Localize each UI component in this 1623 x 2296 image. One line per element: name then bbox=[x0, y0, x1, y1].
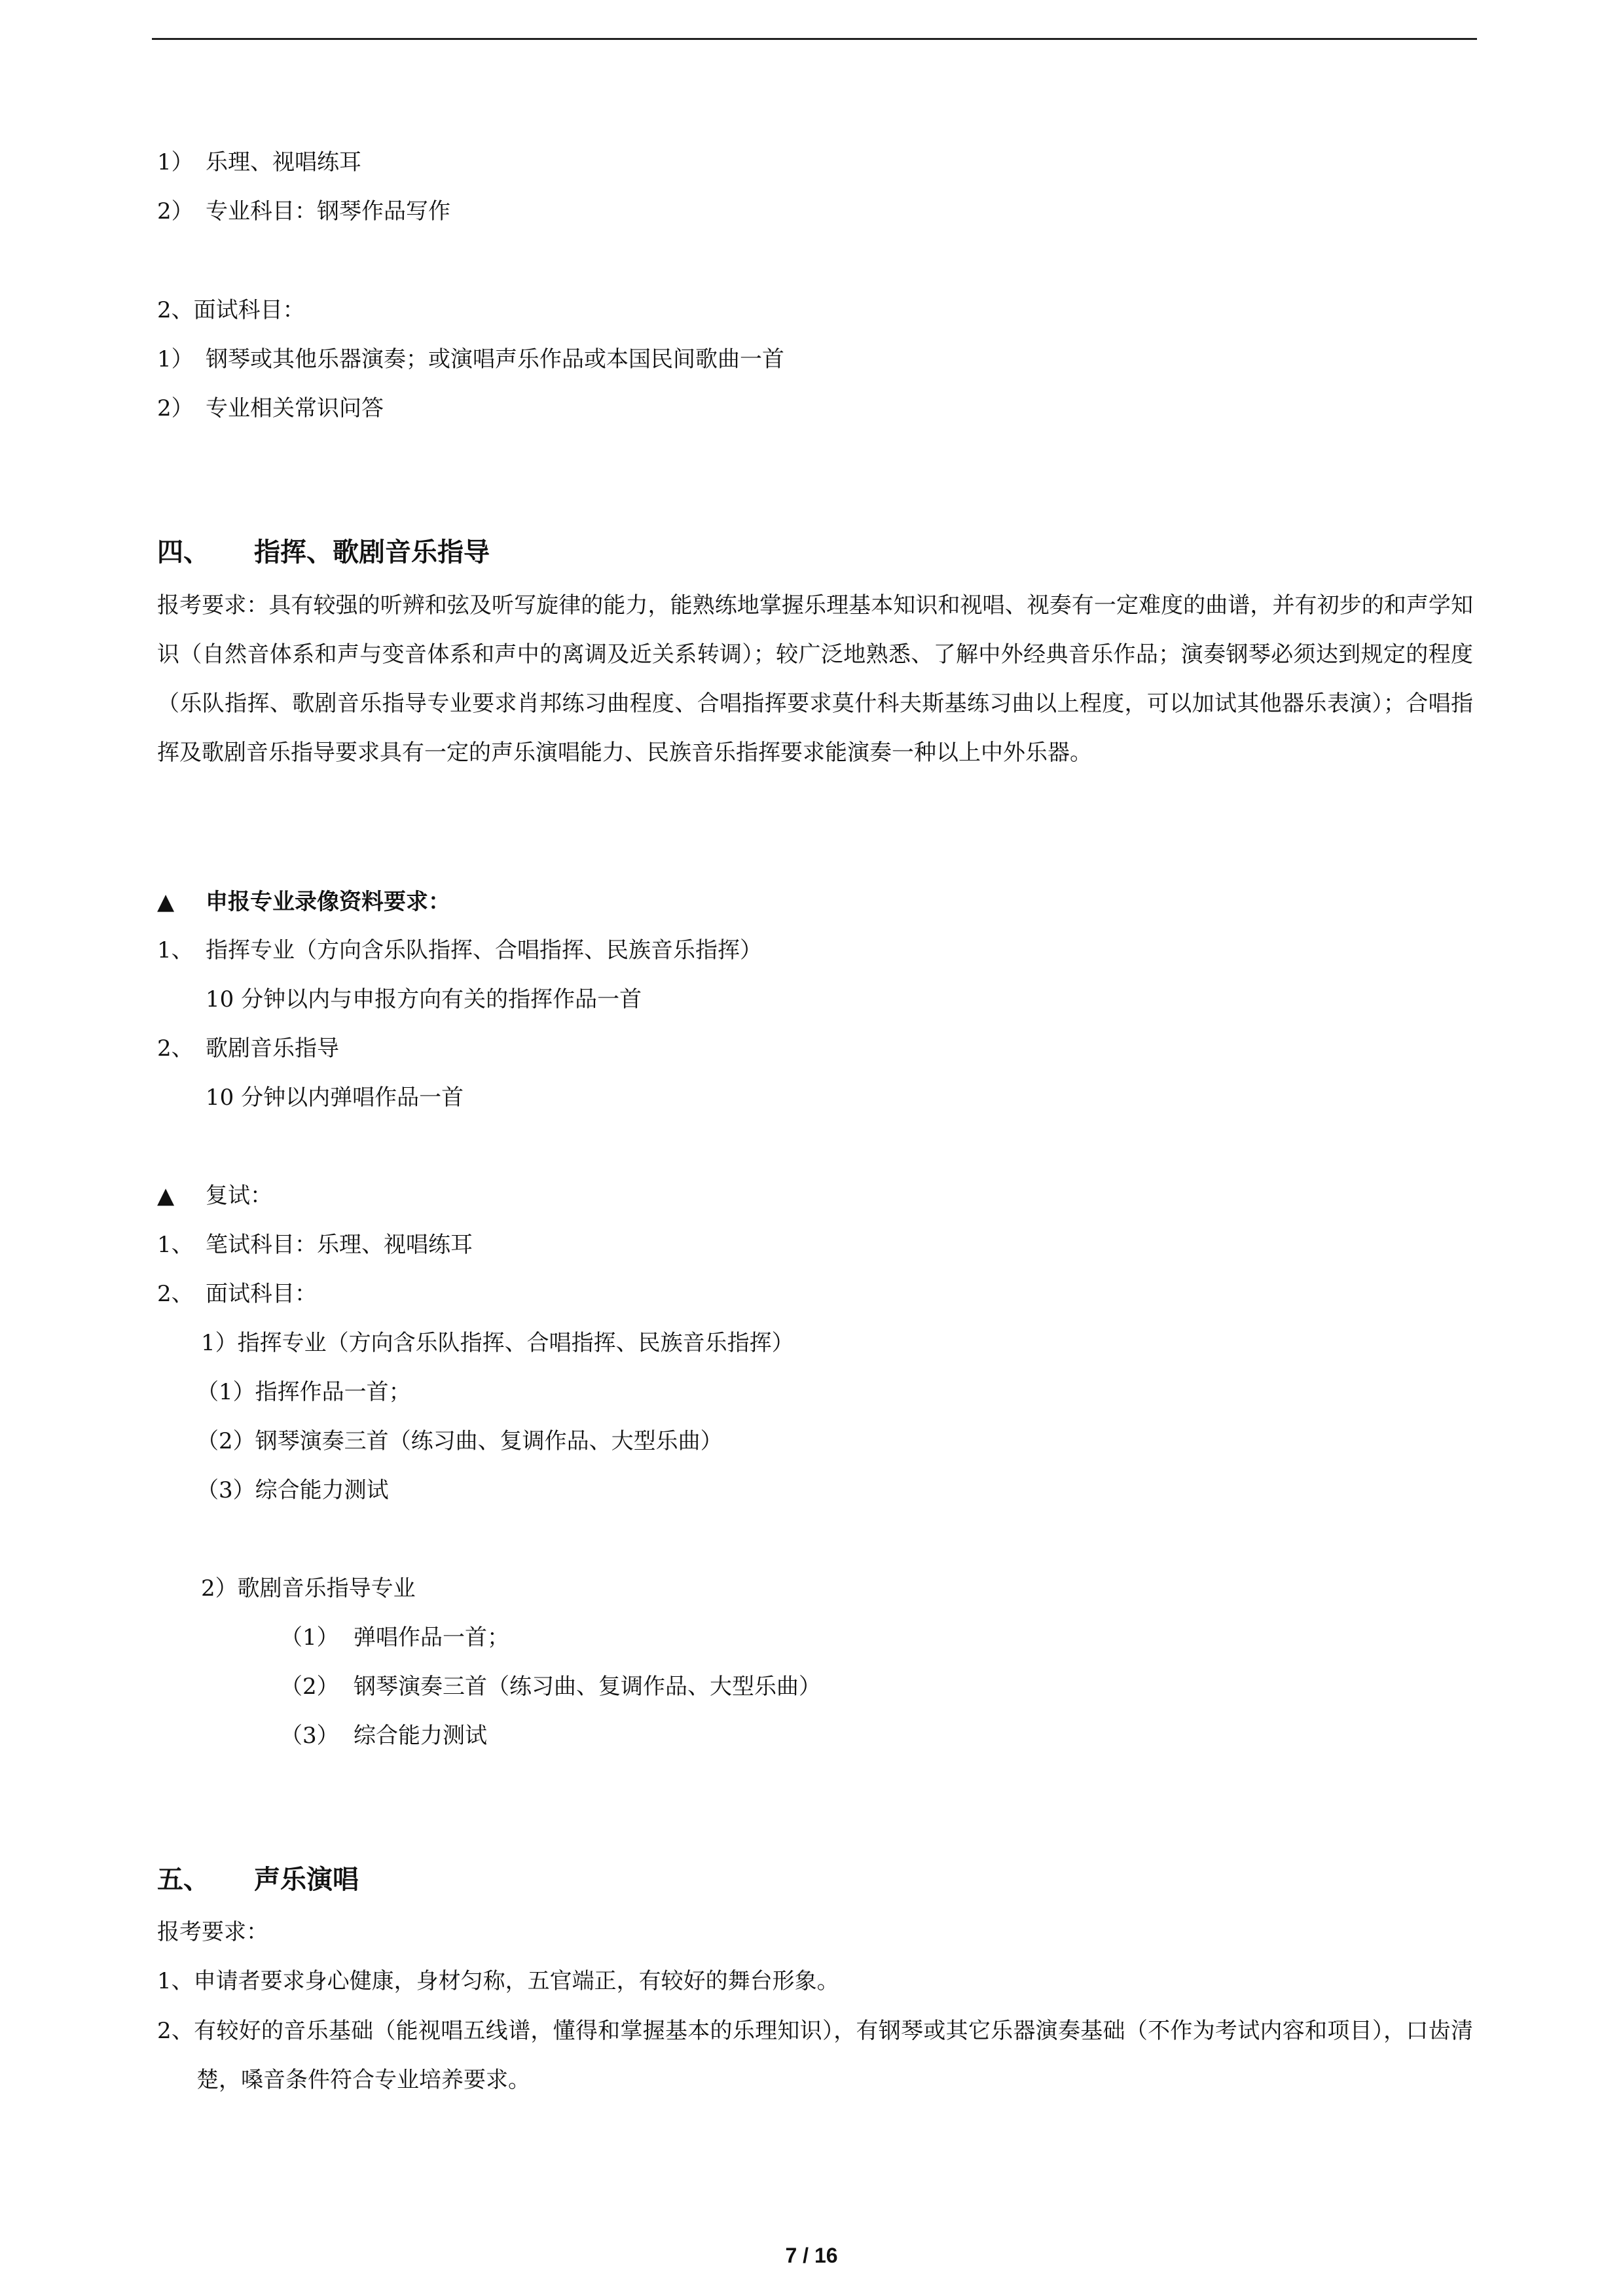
retest-heading: ▲ 复试： bbox=[157, 1183, 272, 1209]
list-item: 1） 钢琴或其他乐器演奏；或演唱声乐作品或本国民间歌曲一首 bbox=[157, 346, 784, 372]
list-item: 1） 乐理、视唱练耳 bbox=[157, 149, 361, 175]
list-item: 1、 笔试科目：乐理、视唱练耳 bbox=[157, 1232, 473, 1258]
list-item: 2、有较好的音乐基础（能视唱五线谱，懂得和掌握基本的乐理知识），有钢琴或其它乐器演奏基础（不作为考试内容和项目），口齿清楚，嗓音条件符合专业培养要求。 bbox=[157, 2018, 1473, 2093]
list-item-detail: 10 分钟以内弹唱作品一首 bbox=[206, 1085, 464, 1111]
list-item: （3） 综合能力测试 bbox=[280, 1723, 487, 1749]
list-item: （2）钢琴演奏三首（练习曲、复调作品、大型乐曲） bbox=[196, 1428, 723, 1454]
video-requirements-heading: ▲ 申报专业录像资料要求： bbox=[157, 889, 450, 915]
list-item: （1）指挥作品一首； bbox=[196, 1379, 411, 1405]
list-item: 2、 面试科目： bbox=[157, 1281, 317, 1307]
opera-subheading: 2）歌剧音乐指导专业 bbox=[201, 1575, 416, 1602]
list-item: 2、 歌剧音乐指导 bbox=[157, 1035, 339, 1062]
list-item-detail: 10 分钟以内与申报方向有关的指挥作品一首 bbox=[206, 986, 642, 1013]
section-5-requirements-label: 报考要求： bbox=[157, 1919, 268, 1945]
section-4-requirements: 报考要求：具有较强的听辨和弦及听写旋律的能力，能熟练地掌握乐理基本知识和视唱、视奏有一定难度的曲谱，并有初步的和声学知识（自然音体系和声与变音体系和声中的离调及近关系转调）；较广泛地熟悉、了解中外经典音乐作品；演奏钢琴必须达到规定的程度（乐队指挥、歌剧音乐指导专业要求肖邦练习曲程度、合唱指挥要求莫什科夫斯基练习曲以上程度，可以加试其他器乐表演）；合唱指挥及歌剧音乐指导要求具有一定的声乐演唱能力、民族音乐指挥要求能演奏一种以上中外乐器。 bbox=[157, 592, 1473, 766]
header-rule bbox=[152, 38, 1477, 40]
section-4-heading: 四、 指挥、歌剧音乐指导 bbox=[157, 537, 490, 567]
interview-subjects-label: 2、面试科目： bbox=[157, 297, 305, 323]
section-5-heading: 五、 声乐演唱 bbox=[157, 1865, 359, 1895]
list-item: 2） 专业科目：钢琴作品写作 bbox=[157, 198, 450, 224]
list-item: 1、申请者要求身心健康，身材匀称，五官端正，有较好的舞台形象。 bbox=[157, 1968, 839, 1994]
page-number: 7 / 16 bbox=[785, 2244, 838, 2267]
list-item: （1） 弹唱作品一首； bbox=[280, 1624, 509, 1651]
conducting-subheading: 1）指挥专业（方向含乐队指挥、合唱指挥、民族音乐指挥） bbox=[201, 1330, 794, 1356]
list-item: 2） 专业相关常识问答 bbox=[157, 395, 384, 422]
list-item: （2） 钢琴演奏三首（练习曲、复调作品、大型乐曲） bbox=[280, 1674, 821, 1700]
list-item: 1、 指挥专业（方向含乐队指挥、合唱指挥、民族音乐指挥） bbox=[157, 937, 762, 963]
list-item: （3）综合能力测试 bbox=[196, 1477, 389, 1503]
